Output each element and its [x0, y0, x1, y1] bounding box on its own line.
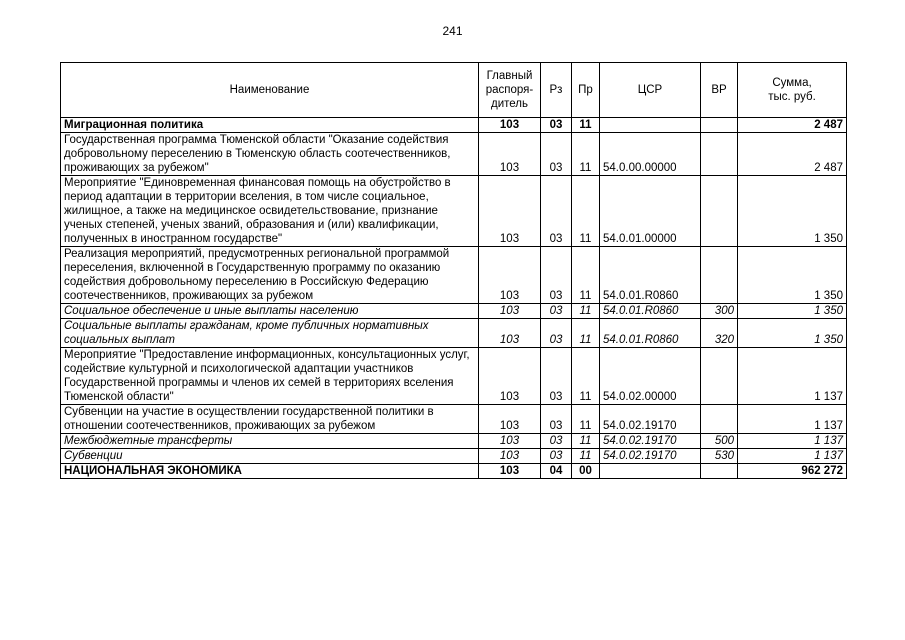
cell-expense-type [701, 176, 738, 247]
cell-section: 03 [541, 247, 572, 304]
table-row [61, 247, 847, 304]
cell-subsection: 11 [572, 118, 600, 133]
cell-sum: 1 350 [738, 247, 847, 304]
budget-table [60, 62, 847, 479]
cell-sum: 962 272 [738, 464, 847, 479]
cell-sum: 1 350 [738, 319, 847, 348]
cell-sum: 1 137 [738, 449, 847, 464]
cell-target-code: 54.0.01.R0860 [600, 319, 701, 348]
cell-name: Социальное обеспечение и иные выплаты населению [61, 304, 479, 319]
cell-name: Межбюджетные трансферты [61, 434, 479, 449]
header-sum-line1: Сумма, [772, 77, 812, 89]
table-row [61, 118, 847, 133]
cell-name: Субвенции [61, 449, 479, 464]
cell-target-code: 54.0.02.19170 [600, 434, 701, 449]
cell-subsection: 11 [572, 434, 600, 449]
cell-main-manager: 103 [479, 464, 541, 479]
cell-subsection: 11 [572, 133, 600, 176]
cell-main-manager: 103 [479, 176, 541, 247]
cell-section: 03 [541, 304, 572, 319]
header-expense-type: ВР [701, 63, 738, 118]
table-row [61, 176, 847, 247]
cell-expense-type [701, 348, 738, 405]
cell-name: Субвенции на участие в осуществлении государственной политики в отношении соотечественников, проживающих за рубежом [61, 405, 479, 434]
cell-subsection: 11 [572, 176, 600, 247]
table-row [61, 449, 847, 464]
page-number: 241 [442, 24, 463, 38]
cell-main-manager: 103 [479, 434, 541, 449]
cell-expense-type [701, 118, 738, 133]
cell-expense-type: 320 [701, 319, 738, 348]
cell-sum: 1 137 [738, 348, 847, 405]
cell-sum: 2 487 [738, 118, 847, 133]
cell-target-code: 54.0.01.R0860 [600, 247, 701, 304]
cell-subsection: 11 [572, 405, 600, 434]
table-row [61, 133, 847, 176]
cell-name: Реализация мероприятий, предусмотренных региональной программой переселения, включенной в Государственную программу по оказанию содействия добровольному переселению в Российскую Федерацию соотечественников, проживающих за рубежом [61, 247, 479, 304]
cell-section: 03 [541, 118, 572, 133]
cell-target-code: 54.0.02.19170 [600, 449, 701, 464]
cell-sum: 1 350 [738, 304, 847, 319]
cell-section: 03 [541, 348, 572, 405]
cell-sum: 1 350 [738, 176, 847, 247]
cell-expense-type [701, 464, 738, 479]
cell-section: 03 [541, 133, 572, 176]
cell-name: Государственная программа Тюменской области "Оказание содействия добровольному переселению в Тюменскую область соотечественников, проживающих за рубежом" [61, 133, 479, 176]
cell-main-manager: 103 [479, 133, 541, 176]
header-subsection: Пр [572, 63, 600, 118]
header-main-manager-line1: Главный [486, 70, 533, 82]
cell-expense-type [701, 133, 738, 176]
header-name: Наименование [61, 63, 479, 118]
cell-name: Социальные выплаты гражданам, кроме публичных нормативных социальных выплат [61, 319, 479, 348]
header-sum [738, 63, 847, 118]
cell-subsection: 11 [572, 319, 600, 348]
table-row [61, 304, 847, 319]
table-row [61, 405, 847, 434]
header-main-manager [479, 63, 541, 118]
cell-section: 03 [541, 319, 572, 348]
cell-subsection: 11 [572, 449, 600, 464]
cell-sum: 1 137 [738, 434, 847, 449]
cell-main-manager: 103 [479, 405, 541, 434]
cell-name: Миграционная политика [61, 118, 479, 133]
cell-main-manager: 103 [479, 304, 541, 319]
cell-subsection: 11 [572, 304, 600, 319]
cell-sum: 2 487 [738, 133, 847, 176]
cell-target-code: 54.0.02.00000 [600, 348, 701, 405]
table-row [61, 319, 847, 348]
cell-main-manager: 103 [479, 449, 541, 464]
cell-target-code: 54.0.02.19170 [600, 405, 701, 434]
cell-target-code [600, 464, 701, 479]
cell-subsection: 00 [572, 464, 600, 479]
cell-target-code [600, 118, 701, 133]
table-row [61, 464, 847, 479]
cell-main-manager: 103 [479, 247, 541, 304]
header-main-manager-line3: дитель [491, 98, 528, 110]
cell-target-code: 54.0.01.R0860 [600, 304, 701, 319]
table-row [61, 348, 847, 405]
cell-target-code: 54.0.00.00000 [600, 133, 701, 176]
cell-section: 03 [541, 176, 572, 247]
header-main-manager-line2: распоря- [485, 84, 534, 96]
cell-subsection: 11 [572, 247, 600, 304]
table-body [61, 118, 847, 479]
cell-main-manager: 103 [479, 319, 541, 348]
header-target-code: ЦСР [600, 63, 701, 118]
cell-name: Мероприятие "Предоставление информационных, консультационных услуг, содействие культурной и психологической адаптации участников Государственной программы и членов их семей в территориях вселения Тюменской области" [61, 348, 479, 405]
cell-section: 03 [541, 405, 572, 434]
cell-expense-type: 300 [701, 304, 738, 319]
cell-target-code: 54.0.01.00000 [600, 176, 701, 247]
cell-expense-type [701, 247, 738, 304]
cell-expense-type: 530 [701, 449, 738, 464]
cell-expense-type [701, 405, 738, 434]
cell-main-manager: 103 [479, 118, 541, 133]
cell-sum: 1 137 [738, 405, 847, 434]
cell-expense-type: 500 [701, 434, 738, 449]
cell-section: 03 [541, 434, 572, 449]
cell-name: Мероприятие "Единовременная финансовая помощь на обустройство в период адаптации в территории вселения, в том числе социальное, жилищное, а также на медицинское освидетельствование, признание ученых степеней, ученых званий, образования и (или) квалификации, полученных в иностранном государстве" [61, 176, 479, 247]
table-row [61, 434, 847, 449]
header-sum-line2: тыс. руб. [768, 91, 816, 103]
header-section: Рз [541, 63, 572, 118]
cell-section: 03 [541, 449, 572, 464]
cell-section: 04 [541, 464, 572, 479]
table-header-row [61, 63, 847, 118]
cell-name: НАЦИОНАЛЬНАЯ ЭКОНОМИКА [61, 464, 479, 479]
cell-subsection: 11 [572, 348, 600, 405]
cell-main-manager: 103 [479, 348, 541, 405]
